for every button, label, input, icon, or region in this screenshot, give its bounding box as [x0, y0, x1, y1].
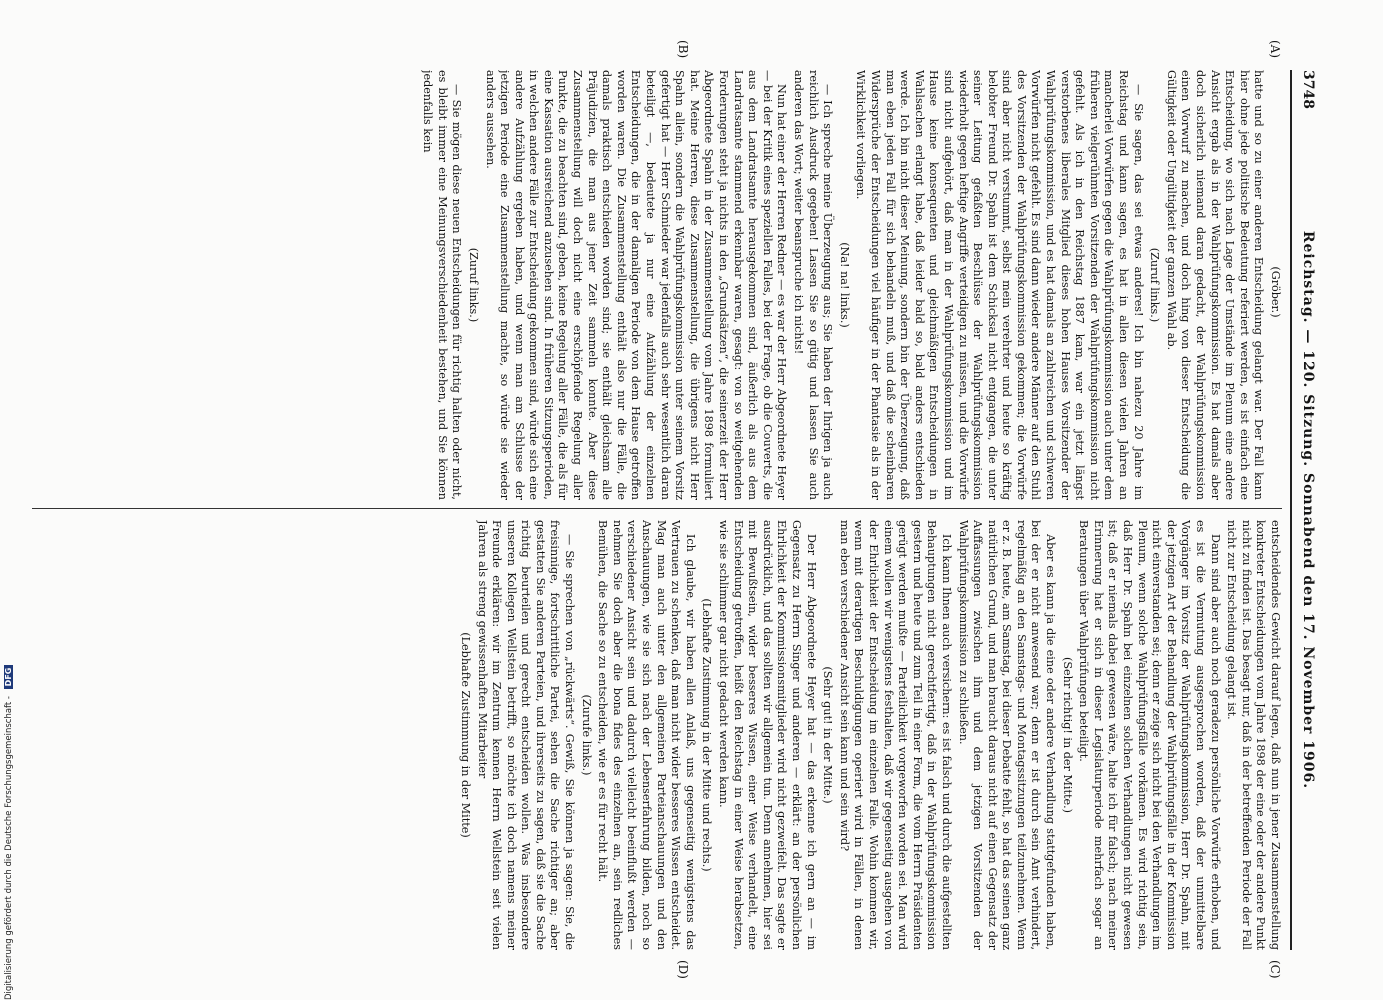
interjection: (Sehr gut! in der Mitte.) — [821, 666, 835, 804]
interjection: (Lebhafte Zustimmung in der Mitte) — [458, 632, 472, 838]
paragraph: — Sie sagen, das sei etwas anderes! Ich bin nahezu 20 Jahre im Reichstag und kann sagen, es hat in allen diesen vielen Jahren an mancherlei Vorwürfen gegen die Wahlprüfungskommission auch unter dem früheren vielgerühmten Vorsitzenden der Wahlprüfungskommission nicht gefehlt. Als ich in den Reichstag 1887 kam, war ein jetzt längst verstorbenes liberales Mitglied dieses hohen Hauses Vorsitzender der Wahlprüfungskommission, und es hat damals an zahlreichen und schweren Vorwürfen nicht gefehlt. Es sind dann wieder andere Männer auf den Stuhl des Vorsitzenden der Wahlprüfungskommission gekommen; die Vorwürfe sind aber nicht verstummt, selbst mein verehrter und heute so kräftig belobter Freund Dr. Spahn ist dem Schicksal nicht entgangen, die unter seiner Leitung gefaßten Beschlüsse der Wahlprüfungskommission wiederholt gegen heftige Angriffe verteidigen zu müssen, und die Vorwürfe sind nicht aufgehört, daß man in der Wahlprüfungskommission und im Hause keine konsequenten und gleichmäßigen Entscheidungen in Wahlsachen erlangt habe, daß leider bald so, bald anders entschieden werde. Ich bin nicht dieser Meinung, sondern bin der Überzeugung, daß man eben jeden Fall für sich behandeln muß, und daß die scheinbaren Widersprüche der Entscheidungen viel häufiger in der Phantasie als in der Wirklichkeit vorliegen. — [854, 70, 1145, 500]
interjection: (Lebhafte Zustimmung in der Mitte und rechts.) — [700, 598, 714, 872]
interjection: (Zuruf links.) — [466, 247, 480, 323]
paragraph: Aber es kann ja die eine oder andere Verhandlung stattgefunden haben, bei der er nicht anwesend war; denn er ist durch sein Amt verhindert, regelmäßig an den Samstags- und Montagssitzungen teilzunehmen. Wenn er z. B. heute, am Samstag, bei dieser Debatte fehlt, so hat das seinen ganz natürlichen Grund, und man braucht daraus nicht auf einen Gegensatz der Auffassungen zwischen ihm und dem jetzigen Vorsitzenden der Wahlprüfungskommission zu schließen. — [956, 520, 1058, 950]
paragraph: hatte und so zu einer anderen Entscheidung gelangt war. Der Fall kann hier ohne jede politische Bedeutung referiert werden, es ist einfach eine Entscheidung, wo sich nach Lage der Umstände im Plenum eine andere Ansicht ergab als in der Wahlprüfungskommission. Es hat damals aber doch sicherlich niemand daran gedacht, der Wahlprüfungskommission einen Vorwurf zu machen, und doch hing von dieser Entscheidung die Gültigkeit oder Ungültigkeit der ganzen Wahl ab. — [1164, 70, 1266, 500]
page-number: 3748 — [1300, 70, 1316, 109]
header-rule — [1290, 70, 1292, 950]
paragraph: Dann sind aber auch noch geradezu persönliche Vorwürfe erhoben, und es ist die Vermutung ausgesprochen worden, daß der unmittelbare Vorgänger im Vorsitz der Wahlprüfungskommission, Herr Dr. Spahn, mit der jetzigen Art der Behandlung der Wahlprüfungsfälle in der Kommission nicht einverstanden sei; denn er zeige sich nicht bei den Verhandlungen im Plenum, wenn solche Wahlprüfungsfälle vorkämen. Es wird richtig sein, daß Herr Dr. Spahn bei einzelnen solchen Verhandlungen nicht gewesen ist; daß er niemals dabei gewesen wäre, halte ich für falsch; nach meiner Erinnerung hat er sich in dieser Legislaturperiode mehrfach sogar an Beratungen über Wahlprüfungen beteiligt. — [1077, 520, 1222, 950]
column-divider — [32, 508, 1282, 509]
left-column — [32, 70, 1282, 500]
rotated-sheet — [10, 0, 1330, 1000]
interjection: (Sehr richtig! in der Mitte.) — [1060, 656, 1074, 814]
margin-label-b: (B) — [676, 40, 690, 59]
page-header — [1290, 70, 1320, 950]
margin-label-a: (A) — [1268, 40, 1282, 59]
paragraph: — Sie sprechen von „rückwärts“. Gewiß, Sie können ja sagen: Sie, die freisinnige, fortschrittliche Partei, sehen die Sache richtiger an; aber gestatten Sie anderen Parteien, und ihrerseits zu sagen, daß sie die Sache richtig beurteilen und gerecht entscheiden wollen. Was insbesondere unseren Kollegen Wellstein betrifft, so möchte ich doch namens meiner Freunde erklären: wir im Zentrum kennen Herrn Wellstein seit vielen Jahren als streng gewissenhaften Mitarbeiter — [475, 520, 577, 950]
interjection: (Zuruf links.) — [1148, 247, 1162, 323]
paragraph: Ich glaube, wir haben allen Anlaß, uns gegenseitig wenigstens das Vertrauen zu schenken, daß man nicht wider besseres Wissen entscheidet. Mag man auch unter den allgemeinen Parteianschauungen und den Anschauungen, wie sie sich nach der Lebenserfahrung bilden, noch so verschiedener Ansicht sein und dadurch vielleicht beeinflußt werden — nehmen Sie doch aber die bona fides des einzelnen an, sein redliches Bemühen, die Sache so zu entscheiden, wie er es für recht hält. — [596, 520, 697, 950]
interjection: (Zurufe links.) — [579, 694, 593, 776]
digitization-credit — [4, 0, 14, 1000]
paragraph: Ich kann Ihnen auch versichern: es ist falsch und durch die aufgestellten Behauptungen nicht gerechtfertigt, daß in der Wahlprüfungskommission gestern und heute und zum Teil in einer Form, die vom Herrn Präsidenten gerügt werden mußte — Parteilichkeit vorgeworfen worden sei. Man wird einem wollen wir wenigstens festhalten, daß wir gegenseitig ausgehen von der Ehrlichkeit der Entscheidung im einzelnen Falle. Wohin kommen wir, wenn mit derartigen Beschuldigungen operiert wird in Fällen, in denen man eben verschiedener Ansicht sein kann und sein wird? — [837, 520, 953, 950]
margin-label-c: (C) — [1268, 960, 1282, 979]
paragraph: Der Herr Abgeordnete Heyer hat — das erkenne ich gern an — im Gegensatz zu Herrn Singer und anderen — erklärt: an der persönlichen Ehrlichkeit der Kommissionsmitglieder wird nicht gezweifelt. Das sagte er ausdrücklich, und das sollten wir allgemein tun. Denn annehmen, hier sei mit Bewußtsein, wider besseres Wissen, einer Weise verhandelt, eine Entscheidung getroffen, heißt den Reichstag in einer Weise herabsetzen, wie sie schlimmer gar nicht gedacht werden kann. — [717, 520, 818, 950]
paragraph: — Sie mögen diese neuen Entscheidungen für richtig halten oder nicht, es bleibt immer eine Meinungsverschiedenheit bestehen, und Sie können jedenfalls kein — [421, 70, 464, 500]
right-column — [32, 520, 1282, 950]
dfg-logo: DFG — [4, 665, 13, 690]
interjection: (Na! na! links.) — [837, 242, 851, 328]
page-title: Reichstag. — 120. Sitzung. Sonnabend den 17. November 1906. — [1300, 230, 1316, 790]
margin-label-d: (D) — [676, 960, 690, 979]
speaker-name: (Gröber.) — [1269, 266, 1282, 318]
paragraph: — Ich spreche meine Überzeugung aus; Sie haben der Ihrigen ja auch reichlich Ausdruck gegeben! Lassen Sie so gütig und lassen Sie auch anderen das Wort; weiter beanspruche ich nichts! — [792, 70, 835, 500]
paragraph: entscheidendes Gewicht darauf legen, daß nun in jener Zusammenstellung konkreter Entscheidungen vom Jahre 1898 der eine oder der andere Punkt nicht zu finden ist. Das besagt nur, daß in der betreffenden Periode der Fall nicht zur Entscheidung gelangt ist. — [1225, 520, 1282, 950]
credit-text: Digitalisierung gefördert durch die Deutsche Forschungsgemeinschaft - — [4, 696, 14, 1000]
paragraph: Nun hat einer der Herren Redner — es war der Herr Abgeordnete Heyer — bei der Kritik eines speziellen Falles, bei der Frage, ob die Couverts, die aus dem Landratsamte herausgekommen sind, äußerlich als aus dem Landratsamte stammend erkennbar waren, gesagt: von so weitgehenden Forderungen steht ja nichts in den „Grundsätzen“, die seinerzeit der Herr Abgeordnete Spahn in der Zusammenstellung vom Jahre 1898 formuliert hat. Meine Herren, diese Zusammenstellung, die übrigens nicht Herr Spahn allein, sondern die Wahlprüfungskommission unter seinem Vorsitz gefertigt hat — Herr Schmieder war jedenfalls auch sehr wesentlich daran beteiligt —, bedeutete ja nur eine Aufzählung der einzelnen Entscheidungen, die in der damaligen Periode von dem Hause getroffen worden waren. Die Zusammenstellung enthält also nur die Fälle, die damals praktisch entschieden worden sind; sie enthält gleichsam alle Präjudizien, die man aus jener Zeit sammeln konnte. Aber diese Zusammenstellung will doch nicht eine erschöpfende Regelung aller Punkte, die zu beachten sind, geben, keine Regelung aller Fälle, die als für eine Kassation ausreichend anzusehen sind. In früheren Sitzungsperioden, in welchen andere Fälle zur Entscheidung gekommen sind, würde sich eine andere Aufzählung ergeben haben, und wenn man am Schlusse der jetzigen Periode eine Zusammenstellung machte, so würde sie wieder anders aussehen. — [483, 70, 789, 500]
